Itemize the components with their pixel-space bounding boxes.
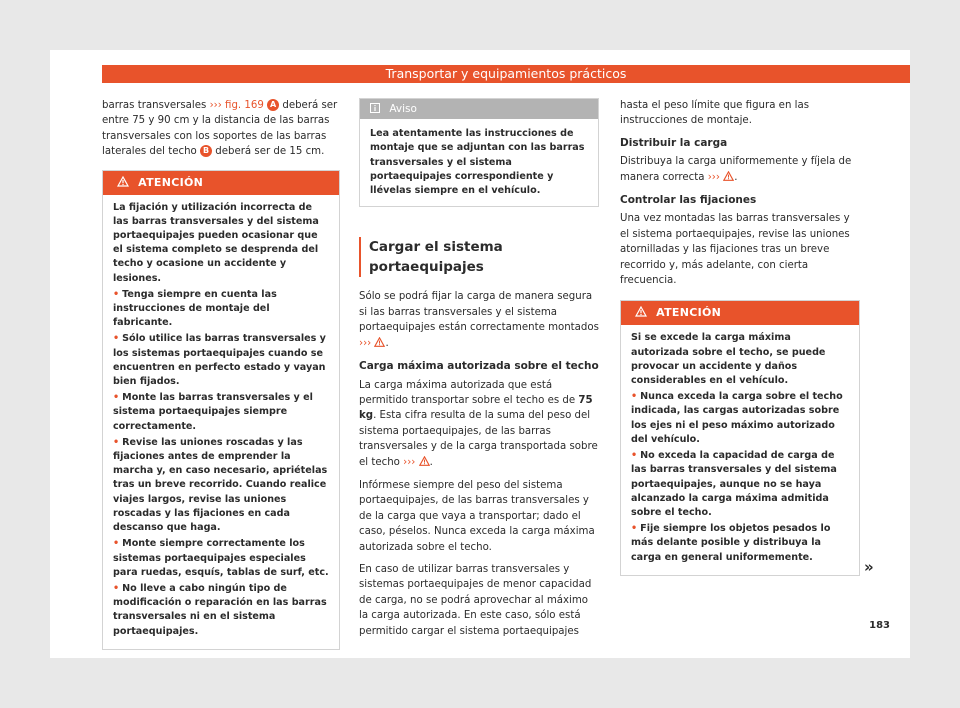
warning-title: ATENCIÓN [656, 306, 722, 320]
cross-reference-link[interactable]: ››› [403, 456, 416, 468]
notice-header [360, 99, 598, 119]
warning-bullet: • No lleve a cabo ningún tipo de modificación o reparación en las barras transversales ni en el sistema portaequipajes. [113, 582, 327, 637]
notice-body: Lea atentamente las instrucciones de montaje que se adjuntan con las barras transversales y el sistema portaequipajes correspondiente y llévelas siempre en el vehículo. [370, 128, 585, 197]
figure-reference-link[interactable]: ››› fig. 169 [209, 100, 268, 111]
warning-triangle-icon [419, 456, 430, 471]
warning-triangle-icon [117, 172, 129, 196]
warning-title: ATENCIÓN [138, 175, 204, 189]
subheading: Distribuir la carga [620, 136, 728, 149]
warning-bullet: • Monte las barras transversales y el sistema portaequipajes siempre correctamente. [113, 392, 313, 432]
notice-title: Aviso [389, 103, 417, 115]
page-header: Transportar y equipamientos prácticos [102, 65, 910, 83]
paragraph: La carga máxima autorizada que está permitido transportar sobre el techo es de 75 kg. Esta cifra resulta de la suma del peso del sistema portaequipajes, de las barras transversales y de la carga transportada sobre el techo ››› . [359, 378, 599, 471]
column-middle [359, 98, 599, 646]
warning-triangle-icon [723, 171, 734, 186]
warning-header [621, 301, 859, 325]
cross-reference-link[interactable]: ››› [707, 171, 720, 183]
warning-header [103, 171, 339, 195]
page-number: 183 [869, 620, 890, 631]
column-left [102, 98, 340, 650]
warning-bullet: • Tenga siempre en cuenta las instrucciones de montaje del fabricante. [113, 288, 277, 329]
paragraph: En caso de utilizar barras transversales y sistemas portaequipajes de menor capacidad de carga, no se podrá aprovechar al máximo la carga autorizada. En este caso, sólo está permitido cargar el sistema portaequipajes [359, 563, 592, 637]
warning-body [621, 325, 859, 574]
notice-box [359, 98, 599, 207]
column-right [620, 98, 860, 576]
paragraph: Distribuya la carga uniformemente y fíjela de manera correcta ››› . [620, 154, 860, 186]
warning-triangle-icon [374, 337, 385, 352]
warning-triangle-icon [635, 302, 647, 326]
section-title: Cargar el sistema portaequipajes [359, 237, 599, 277]
warning-bullet: • Fije siempre los objetos pesados lo más delante posible y distribuya la carga en general uniformemente. [631, 523, 831, 563]
warning-lead: La fijación y utilización incorrecta de las barras transversales y del sistema portaequipajes pueden ocasionar que el sistema completo se desprenda del techo y ocasione un accidente y lesiones. [113, 201, 319, 284]
info-icon [370, 103, 380, 115]
badge-b: B [200, 145, 212, 157]
warning-body [103, 195, 339, 649]
subheading: Carga máxima autorizada sobre el techo [359, 360, 599, 373]
subheading: Controlar las fijaciones [620, 194, 757, 207]
warning-bullet: • Sólo utilice las barras transversales y los sistemas portaequipajes cuando se encuentren en perfecto estado y vayan bien fijados. [113, 333, 326, 388]
warning-box-left [102, 170, 340, 650]
paragraph: Sólo se podrá fijar la carga de manera segura si las barras transversales y el sistema portaequipajes están correctamente montados ››› . [359, 289, 599, 352]
badge-a: A [267, 99, 279, 111]
paragraph: hasta el peso límite que figura en las instrucciones de montaje. [620, 100, 810, 127]
warning-bullet: • Monte siempre correctamente los sistemas portaequipajes especiales para ruedas, esquís, tablas de surf, etc. [113, 538, 329, 578]
cross-reference-link[interactable]: ››› [359, 337, 372, 349]
warning-bullet: • Nunca exceda la carga sobre el techo indicada, las cargas autorizadas sobre los ejes ni el peso máximo autorizado del vehículo. [631, 391, 843, 445]
continue-mark: » [864, 558, 874, 576]
manual-page [50, 50, 910, 658]
warning-box-right [620, 300, 860, 575]
intro-paragraph: barras transversales ››› fig. 169 A deberá ser entre 75 y 90 cm y la distancia de las barras transversales con los soportes de las barras laterales del techo B deberá ser de 15 cm. [102, 100, 338, 158]
warning-bullet: • No exceda la capacidad de carga de las barras transversales y del sistema portaequipajes, aunque no se haya alcanzado la carga máxima admitida sobre el techo. [631, 450, 837, 518]
warning-bullet: • Revise las uniones roscadas y las fijaciones antes de emprender la marcha y, en caso necesario, apriételas tras un breve recorrido. Cuando realice viajes largos, revise las uniones roscadas y las fijaciones en cada descanso que haga. [113, 436, 328, 534]
paragraph: Una vez montadas las barras transversales y el sistema portaequipajes, revise las uniones atornilladas y las fijaciones tras un breve recorrido y, más adelante, con cierta frecuencia. [620, 213, 850, 287]
paragraph: Infórmese siempre del peso del sistema portaequipajes, de las barras transversales y de la carga que vaya a transportar; dado el caso, péselos. Nunca exceda la carga máxima autorizada sobre el techo. [359, 479, 595, 553]
warning-lead: Si se excede la carga máxima autorizada sobre el techo, se puede provocar un accidente y daños considerables en el vehículo. [631, 332, 826, 387]
